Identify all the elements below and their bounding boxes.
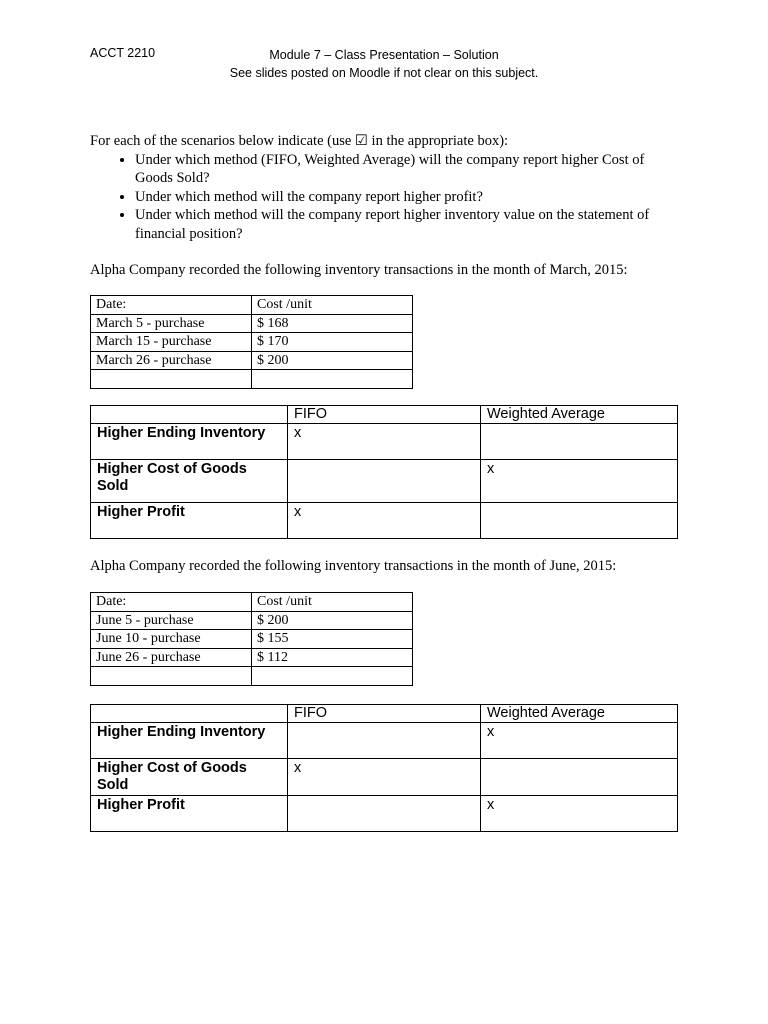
table-header-row <box>91 296 413 315</box>
table-cell: x <box>481 796 678 832</box>
table-row <box>91 648 413 667</box>
table-row <box>91 503 678 539</box>
row-label: Higher Cost of Goods Sold <box>91 759 288 796</box>
instruction-item: • Under which method will the company report higher profit? <box>135 188 680 207</box>
table-cell: June 26 - purchase <box>91 648 252 667</box>
instruction-item: • Under which method will the company report higher inventory value on the statement of financial position? <box>135 206 680 243</box>
table-cell <box>252 667 413 686</box>
table-cell: March 5 - purchase <box>91 314 252 333</box>
table-cell: $ 170 <box>252 333 413 352</box>
instructions <box>90 132 680 243</box>
table-row <box>91 667 413 686</box>
scenario-2-cost-table <box>90 592 413 686</box>
scenario-1-comparison-table <box>90 405 678 539</box>
table-cell: Weighted Average <box>481 705 678 723</box>
instructions-lead: For each of the scenarios below indicate (use ☑ in the appropriate box): <box>90 133 509 149</box>
table-cell: x <box>288 424 481 460</box>
table-cell <box>481 503 678 539</box>
table-cell: $ 200 <box>252 351 413 370</box>
table-cell <box>481 424 678 460</box>
table-cell <box>252 370 413 389</box>
table-cell: x <box>288 759 481 796</box>
document-title: Module 7 – Class Presentation – Solution <box>269 48 499 62</box>
table-cell: Weighted Average <box>481 406 678 424</box>
table-header-row <box>91 593 413 612</box>
table-row <box>91 424 678 460</box>
table-row <box>91 460 678 503</box>
table-cell: $ 168 <box>252 314 413 333</box>
table-cell: March 26 - purchase <box>91 351 252 370</box>
row-label: Higher Cost of Goods Sold <box>91 460 288 503</box>
scenario-2-comparison-table <box>90 704 678 832</box>
document-subtitle: See slides posted on Moodle if not clear on this subject. <box>229 66 539 80</box>
instructions-list <box>90 151 680 244</box>
table-cell: March 15 - purchase <box>91 333 252 352</box>
table-cell: $ 112 <box>252 648 413 667</box>
table-cell <box>288 723 481 759</box>
table-row <box>91 611 413 630</box>
row-label: Higher Ending Inventory <box>91 723 288 759</box>
table-cell: FIFO <box>288 406 481 424</box>
table-cell: Date: <box>91 296 252 315</box>
table-cell: June 5 - purchase <box>91 611 252 630</box>
table-row <box>91 333 413 352</box>
table-row <box>91 759 678 796</box>
table-cell: Cost /unit <box>252 593 413 612</box>
table-row <box>91 630 413 649</box>
table-header-row <box>91 705 678 723</box>
row-label: Higher Profit <box>91 503 288 539</box>
scenario-1-cost-table <box>90 295 413 389</box>
table-row <box>91 723 678 759</box>
table-cell: FIFO <box>288 705 481 723</box>
table-cell <box>91 705 288 723</box>
table-cell <box>91 406 288 424</box>
table-header-row <box>91 406 678 424</box>
instruction-item: • Under which method (FIFO, Weighted Average) will the company report higher Cost of Goods Sold? <box>135 151 680 188</box>
table-cell: x <box>481 460 678 503</box>
table-cell: x <box>288 503 481 539</box>
row-label: Higher Ending Inventory <box>91 424 288 460</box>
table-cell: Date: <box>91 593 252 612</box>
table-row <box>91 351 413 370</box>
table-row <box>91 370 413 389</box>
table-cell: $ 200 <box>252 611 413 630</box>
table-cell: June 10 - purchase <box>91 630 252 649</box>
table-cell <box>288 796 481 832</box>
table-cell <box>91 370 252 389</box>
table-cell: $ 155 <box>252 630 413 649</box>
table-cell <box>481 759 678 796</box>
table-row <box>91 314 413 333</box>
table-cell <box>91 667 252 686</box>
course-code: ACCT 2210 <box>90 46 156 60</box>
document-header <box>0 46 768 82</box>
table-cell: x <box>481 723 678 759</box>
table-cell: Cost /unit <box>252 296 413 315</box>
table-row <box>91 796 678 832</box>
table-cell <box>288 460 481 503</box>
row-label: Higher Profit <box>91 796 288 832</box>
scenario-1-description: Alpha Company recorded the following inventory transactions in the month of March, 2015: <box>90 262 628 278</box>
scenario-2-description: Alpha Company recorded the following inventory transactions in the month of June, 2015: <box>90 558 617 574</box>
